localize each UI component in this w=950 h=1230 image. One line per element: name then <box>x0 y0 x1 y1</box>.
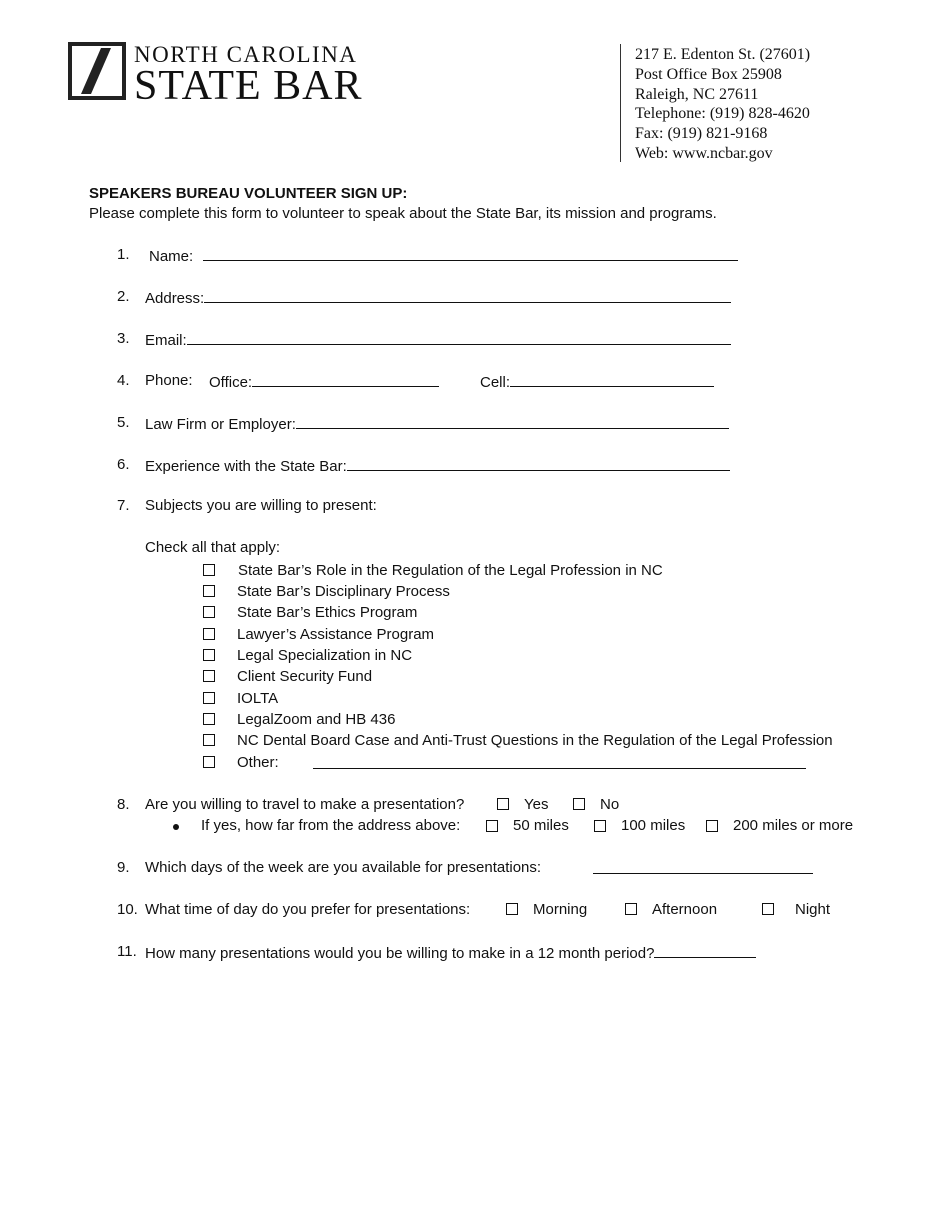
travel-no-checkbox[interactable] <box>573 798 585 810</box>
name-field[interactable] <box>203 246 738 261</box>
time-option-label: Afternoon <box>652 901 718 918</box>
subject-checkbox[interactable] <box>203 585 215 597</box>
afternoon-checkbox[interactable] <box>625 903 637 915</box>
address-label: Address: <box>145 290 205 307</box>
q1-row <box>149 246 738 265</box>
days-field[interactable] <box>593 859 813 874</box>
distance-50-checkbox[interactable] <box>486 820 498 832</box>
org-name-line1: NORTH CAROLINA <box>134 42 358 67</box>
subject-checkbox[interactable] <box>203 670 215 682</box>
travel-yes-checkbox[interactable] <box>497 798 509 810</box>
q3-number: 3. <box>117 330 130 347</box>
presentation-count-label: How many presentations would you be willing to make in a 12 month period? <box>145 945 655 962</box>
subject-option-label: Legal Specialization in NC <box>237 647 413 664</box>
distance-100-checkbox[interactable] <box>594 820 606 832</box>
days-label: Which days of the week are you available for presentations: <box>145 859 542 876</box>
form-title: SPEAKERS BUREAU VOLUNTEER SIGN UP: <box>89 185 408 202</box>
subjects-label: Subjects you are willing to present: <box>145 497 377 514</box>
subject-option-label: IOLTA <box>237 690 279 707</box>
morning-checkbox[interactable] <box>506 903 518 915</box>
q1-number: 1. <box>117 246 130 263</box>
q6-number: 6. <box>117 456 130 473</box>
presentation-count-field[interactable] <box>654 943 756 958</box>
subject-option-label: State Bar’s Ethics Program <box>237 604 418 621</box>
subject-checkbox[interactable] <box>203 649 215 661</box>
state-bar-emblem-icon <box>68 42 126 100</box>
subject-option-label: State Bar’s Role in the Regulation of the Legal Profession in NC <box>238 562 663 579</box>
q2-number: 2. <box>117 288 130 305</box>
q6-row <box>145 456 730 475</box>
phone-label: Phone: <box>145 372 193 389</box>
org-name-line2: STATE BAR <box>134 63 363 109</box>
subject-checkbox[interactable] <box>203 756 215 768</box>
check-all-instruction: Check all that apply: <box>145 539 281 556</box>
office-phone-label: Office: <box>209 374 253 391</box>
q4-office-row <box>209 372 439 391</box>
distance-option-label: 100 miles <box>621 817 686 834</box>
travel-label: Are you willing to travel to make a presentation? <box>145 796 465 813</box>
employer-field[interactable] <box>296 414 729 429</box>
address-line: 217 E. Edenton St. (27601) <box>635 46 811 63</box>
subject-checkbox[interactable] <box>203 713 215 725</box>
distance-label: If yes, how far from the address above: <box>201 817 461 834</box>
state-bar-logo <box>68 42 363 107</box>
contact-address-block <box>635 45 810 164</box>
experience-label: Experience with the State Bar: <box>145 458 347 475</box>
distance-option-label: 200 miles or more <box>733 817 854 834</box>
subject-option-label: State Bar’s Disciplinary Process <box>237 583 450 600</box>
email-field[interactable] <box>187 330 731 345</box>
address-line: Post Office Box 25908 <box>635 65 782 83</box>
travel-yes-label: Yes <box>524 796 549 813</box>
subject-option-label: Other: <box>237 754 279 771</box>
q4-cell-row <box>480 372 714 391</box>
email-label: Email: <box>145 332 187 349</box>
q4-number: 4. <box>117 372 130 389</box>
distance-option-label: 50 miles <box>513 817 569 834</box>
q8-number: 8. <box>117 796 130 813</box>
cell-phone-field[interactable] <box>510 372 714 387</box>
cell-phone-label: Cell: <box>480 374 511 391</box>
q5-row <box>145 414 729 433</box>
distance-200-checkbox[interactable] <box>706 820 718 832</box>
subject-option-label: NC Dental Board Case and Anti-Trust Questions in the Regulation of the Legal Profession <box>237 732 833 749</box>
q11-number: 11. <box>117 943 137 960</box>
employer-label: Law Firm or Employer: <box>145 416 296 433</box>
experience-field[interactable] <box>347 456 730 471</box>
travel-no-label: No <box>600 796 620 813</box>
office-phone-field[interactable] <box>252 372 439 387</box>
q5-number: 5. <box>117 414 130 431</box>
subject-checkbox[interactable] <box>203 606 215 618</box>
q10-number: 10. <box>117 901 138 918</box>
header-divider <box>620 44 621 162</box>
address-line: Web: www.ncbar.gov <box>635 144 773 162</box>
time-option-label: Night <box>795 901 831 918</box>
subject-checkbox[interactable] <box>203 628 215 640</box>
other-subject-field[interactable] <box>313 754 806 769</box>
form-intro: Please complete this form to volunteer to speak about the State Bar, its mission and programs. <box>89 205 717 222</box>
subject-option-label: Client Security Fund <box>237 668 373 685</box>
q9-number: 9. <box>117 859 130 876</box>
address-line: Telephone: (919) 828-4620 <box>635 105 810 123</box>
subject-checkbox[interactable] <box>203 692 215 704</box>
subject-option-label: LegalZoom and HB 436 <box>237 711 396 728</box>
q2-row <box>145 288 731 307</box>
time-of-day-label: What time of day do you prefer for presentations: <box>145 901 471 918</box>
address-line: Raleigh, NC 27611 <box>635 85 759 103</box>
address-line: Fax: (919) 821-9168 <box>635 125 768 143</box>
time-option-label: Morning <box>533 901 588 918</box>
address-field[interactable] <box>204 288 731 303</box>
q7-number: 7. <box>117 497 130 514</box>
subject-option-label: Lawyer’s Assistance Program <box>237 626 435 643</box>
night-checkbox[interactable] <box>762 903 774 915</box>
bullet-icon <box>173 824 179 830</box>
subject-checkbox[interactable] <box>203 564 215 576</box>
q11-row <box>145 943 756 962</box>
subject-checkbox[interactable] <box>203 734 215 746</box>
name-label: Name: <box>149 248 194 265</box>
q3-row <box>145 330 731 349</box>
